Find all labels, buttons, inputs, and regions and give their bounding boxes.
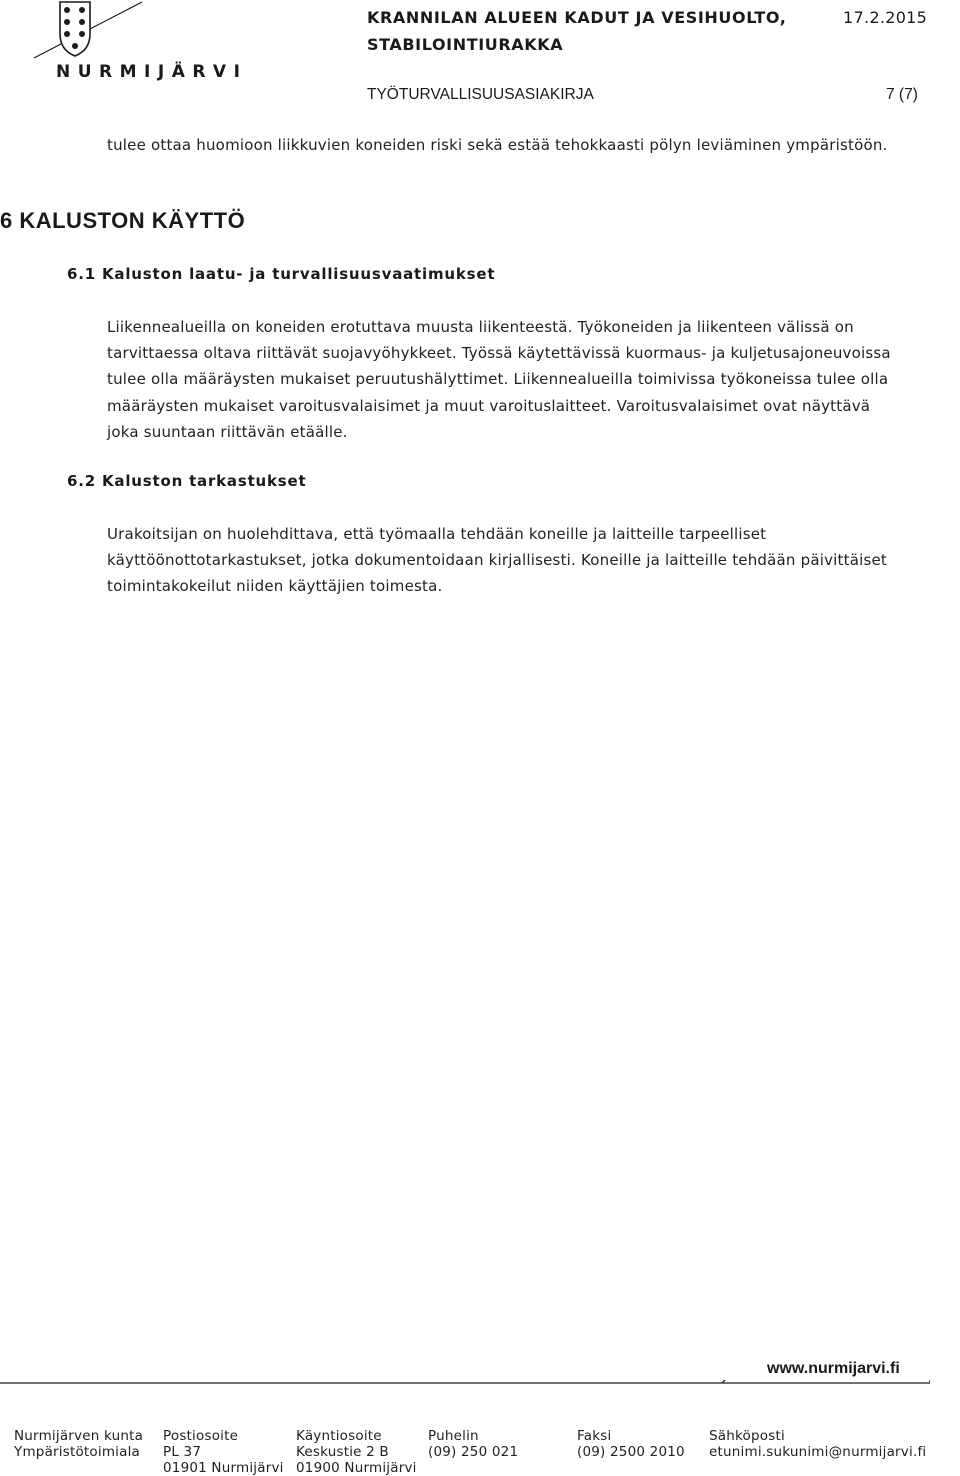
footer-text: 01901 Nurmijärvi <box>163 1460 284 1476</box>
footer-text: Ympäristötoimiala <box>14 1444 141 1460</box>
section-6-1-paragraph <box>107 314 891 445</box>
footer-phone <box>428 1428 518 1460</box>
document-title-line2: STABILOINTIURAKKA <box>367 35 564 54</box>
footer-label: Sähköposti <box>709 1428 785 1444</box>
footer-organization <box>14 1428 143 1460</box>
municipality-coat-of-arms-logo <box>32 0 144 60</box>
footer-email <box>709 1428 926 1460</box>
paragraph-line: määräysten mukaiset varoitusvalaisimet ja muut varoituslaitteet. Varoitusvalaisimet ovat näyttävä <box>107 396 871 415</box>
paragraph-line: käyttöönottotarkastukset, jotka dokumentoidaan kirjallisesti. Koneille ja laitteille tehdään päivittäiset <box>107 551 887 570</box>
footer-label: Käyntiosoite <box>296 1428 382 1444</box>
paragraph-line: joka suuntaan riittävän etäälle. <box>107 422 348 441</box>
website-url: www.nurmijarvi.fi <box>767 1360 900 1377</box>
document-date: 17.2.2015 <box>843 8 928 27</box>
footer-label: Postiosoite <box>163 1428 239 1444</box>
footer-postal-address <box>163 1428 284 1476</box>
logo-wordmark: NURMIJÄRVI <box>56 62 248 82</box>
footer-text: etunimi.sukunimi@nurmijarvi.fi <box>709 1444 927 1460</box>
document-type: TYÖTURVALLISUUSASIAKIRJA <box>367 86 594 103</box>
footer-text: Keskustie 2 B <box>296 1444 389 1460</box>
footer-text: Nurmijärven kunta <box>14 1428 144 1444</box>
intro-paragraph: tulee ottaa huomioon liikkuvien koneiden riski sekä estää tehokkaasti pölyn leviäminen ympäristöön. <box>107 136 888 154</box>
footer-label: Puhelin <box>428 1428 479 1444</box>
section-6-2-paragraph <box>107 521 887 600</box>
section-6-2-heading: 6.2 Kaluston tarkastukset <box>67 472 307 490</box>
paragraph-line: Liikennealueilla on koneiden erotuttava muusta liikenteestä. Työkoneiden ja liikenteen välissä on <box>107 318 854 336</box>
paragraph-line: Urakoitsijan on huolehdittava, että työmaalla tehdään koneille ja laitteille tarpeelliset <box>107 525 767 543</box>
footer-text: (09) 250 021 <box>428 1444 519 1460</box>
section-6-1-heading: 6.1 Kaluston laatu- ja turvallisuusvaatimukset <box>67 265 496 283</box>
paragraph-line: tarvittaessa oltava riittävät suojavyöhykkeet. Työssä käytettävissä kuormaus- ja kuljetusajoneuvoissa <box>107 344 891 363</box>
document-title-line1: KRANNILAN ALUEEN KADUT JA VESIHUOLTO, <box>367 8 787 27</box>
page-number: 7 (7) <box>886 86 918 103</box>
footer-text: PL 37 <box>163 1444 202 1460</box>
footer-label: Faksi <box>577 1428 612 1444</box>
section-6-heading: 6 KALUSTON KÄYTTÖ <box>0 208 246 233</box>
paragraph-line: toimintakokeilut niiden käyttäjien toimesta. <box>107 577 443 596</box>
footer-fax <box>577 1428 685 1460</box>
paragraph-line: tulee olla määräysten mukaiset peruutushälyttimet. Liikennealueilla toimivissa työkoneissa tulee olla <box>107 370 889 389</box>
footer-text: (09) 2500 2010 <box>577 1444 685 1460</box>
footer-divider <box>0 1380 930 1400</box>
footer-visiting-address <box>296 1428 417 1476</box>
footer-text: 01900 Nurmijärvi <box>296 1460 417 1476</box>
